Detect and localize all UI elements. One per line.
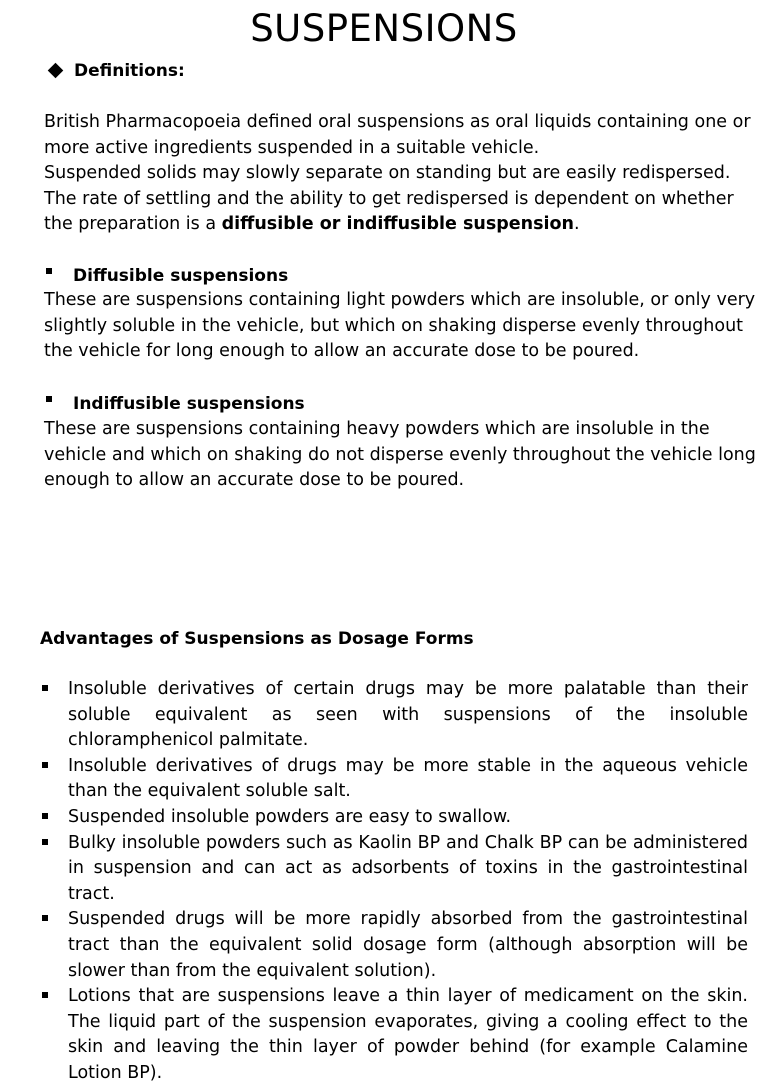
- rate-bold-text: diffusible or indiffusible suspension: [221, 214, 575, 235]
- intro-line-2: Suspended solids may slowly separate on standing but are easily redispersed.: [44, 163, 731, 184]
- square-bullet-icon: [42, 813, 48, 819]
- intro-line-1: British Pharmacopoeia defined oral suspensions as oral liquids containing one or more active ingredients suspended in a suitable vehicle.: [44, 112, 751, 158]
- square-bullet-icon: [42, 839, 48, 845]
- definitions-paragraph: [44, 110, 760, 238]
- indiffusible-heading: [46, 391, 305, 417]
- diffusible-heading-label: Diffusible suspensions: [73, 266, 289, 286]
- square-bullet-icon: [42, 992, 48, 998]
- rate-text: The rate of settling and the ability to get redispersed is dependent on whether the preparation is a: [44, 188, 734, 235]
- list-item-text: Suspended insoluble powders are easy to swallow.: [68, 806, 512, 827]
- list-item: [40, 907, 748, 984]
- definitions-heading-label: Definitions:: [74, 61, 185, 81]
- list-item: [40, 831, 748, 908]
- indiffusible-paragraph: These are suspensions containing heavy powders which are insoluble in the vehicle and which on shaking do not disperse evenly throughout the vehicle long enough to allow an accurate dose to be poured.: [44, 419, 756, 491]
- list-item: [40, 677, 748, 754]
- list-item-text: Suspended drugs will be more rapidly absorbed from the gastrointestinal tract than the equivalent solid dosage form (although absorption will be slower than from the equivalent solution).: [68, 909, 748, 981]
- definitions-heading: [46, 58, 185, 84]
- square-bullet-icon: [42, 915, 48, 921]
- list-item: [40, 805, 748, 831]
- square-bullet-icon: [46, 268, 52, 274]
- advantages-heading: Advantages of Suspensions as Dosage Forms: [40, 629, 474, 649]
- list-item-text: Bulky insoluble powders such as Kaolin BP and Chalk BP can be administered in suspension and can act as adsorbents of toxins in the gastrointestinal tract.: [68, 832, 748, 904]
- diffusible-heading: [46, 263, 288, 289]
- diamond-bullet-icon: [48, 62, 64, 78]
- list-item-text: Insoluble derivatives of drugs may be more stable in the aqueous vehicle than the equivalent soluble salt.: [68, 755, 748, 802]
- list-item-text: Lotions that are suspensions leave a thin layer of medicament on the skin. The liquid part of the suspension evaporates, giving a cooling effect to the skin and leaving the thin layer of powder behind (for example Calamine Lotion BP).: [68, 986, 748, 1083]
- indiffusible-heading-label: Indiffusible suspensions: [73, 394, 305, 414]
- square-bullet-icon: [46, 396, 52, 402]
- square-bullet-icon: [42, 762, 48, 768]
- square-bullet-icon: [42, 685, 48, 691]
- list-item: [40, 984, 748, 1086]
- advantages-list: [40, 677, 748, 1087]
- diffusible-paragraph: These are suspensions containing light powders which are insoluble, or only very slightly soluble in the vehicle, but which on shaking disperse evenly throughout the vehicle for long enough to allow an accurate dose to be poured.: [44, 290, 756, 362]
- list-item: [40, 754, 748, 805]
- page-title: SUSPENSIONS: [250, 7, 518, 50]
- list-item-text: Insoluble derivatives of certain drugs may be more palatable than their soluble equivalent as seen with suspensions of the insoluble chloramphenicol palmitate.: [68, 679, 748, 751]
- rate-end: .: [574, 214, 580, 235]
